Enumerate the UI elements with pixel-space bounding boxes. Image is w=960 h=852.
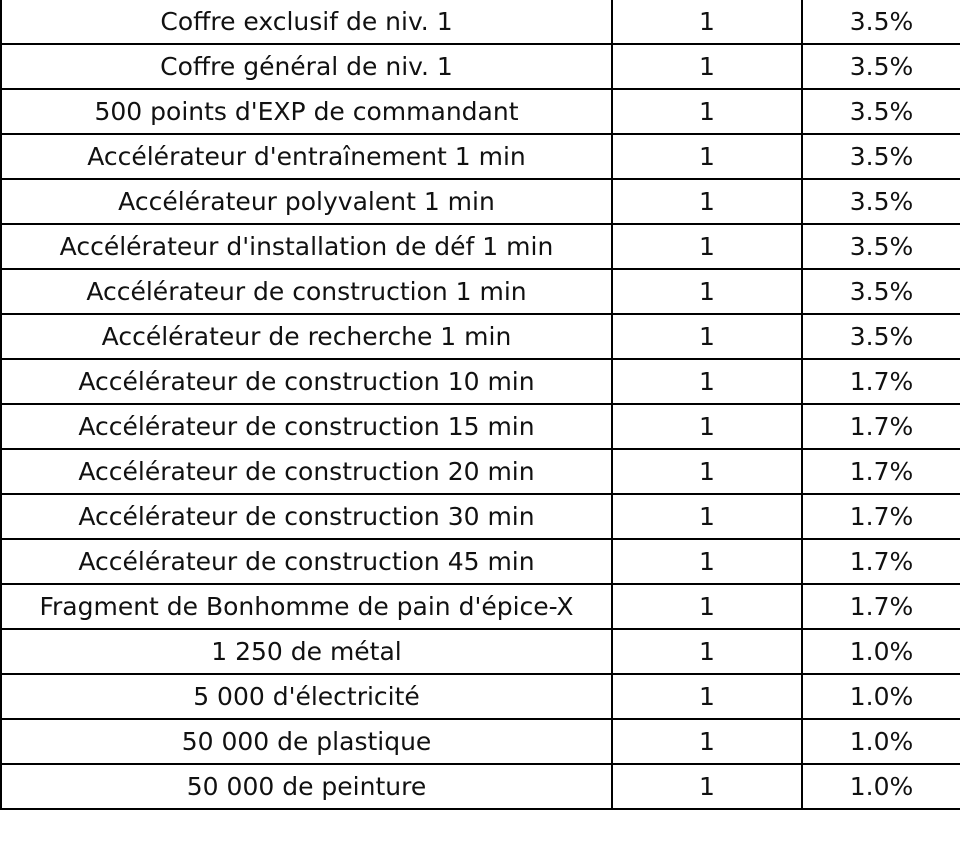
table-row xyxy=(1,0,960,44)
table-row xyxy=(1,719,960,764)
reward-probability-cell: 1.0% xyxy=(802,674,960,719)
reward-quantity-cell: 1 xyxy=(612,269,802,314)
reward-name-cell: 5 000 d'électricité xyxy=(1,674,612,719)
reward-probability-cell: 3.5% xyxy=(802,179,960,224)
reward-name-cell: 50 000 de plastique xyxy=(1,719,612,764)
table-row xyxy=(1,89,960,134)
reward-probability-cell: 3.5% xyxy=(802,89,960,134)
reward-probability-cell: 3.5% xyxy=(802,44,960,89)
table-row xyxy=(1,449,960,494)
reward-name-cell: Fragment de Bonhomme de pain d'épice-X xyxy=(1,584,612,629)
reward-probability-cell: 1.7% xyxy=(802,359,960,404)
reward-table-body xyxy=(1,0,960,809)
reward-name-cell: 500 points d'EXP de commandant xyxy=(1,89,612,134)
reward-probability-cell: 1.0% xyxy=(802,719,960,764)
reward-probability-cell: 1.0% xyxy=(802,629,960,674)
reward-probability-cell: 3.5% xyxy=(802,269,960,314)
reward-probability-cell: 1.0% xyxy=(802,764,960,809)
reward-quantity-cell: 1 xyxy=(612,584,802,629)
reward-quantity-cell: 1 xyxy=(612,494,802,539)
reward-probability-cell: 3.5% xyxy=(802,314,960,359)
reward-quantity-cell: 1 xyxy=(612,359,802,404)
table-row xyxy=(1,674,960,719)
reward-quantity-cell: 1 xyxy=(612,404,802,449)
reward-quantity-cell: 1 xyxy=(612,134,802,179)
reward-probability-cell: 1.7% xyxy=(802,584,960,629)
reward-quantity-cell: 1 xyxy=(612,764,802,809)
reward-probability-cell: 3.5% xyxy=(802,134,960,179)
table-row xyxy=(1,764,960,809)
table-row xyxy=(1,539,960,584)
reward-quantity-cell: 1 xyxy=(612,179,802,224)
reward-quantity-cell: 1 xyxy=(612,629,802,674)
reward-name-cell: 1 250 de métal xyxy=(1,629,612,674)
reward-name-cell: Accélérateur de recherche 1 min xyxy=(1,314,612,359)
reward-name-cell: Accélérateur de construction 20 min xyxy=(1,449,612,494)
table-row xyxy=(1,224,960,269)
reward-quantity-cell: 1 xyxy=(612,44,802,89)
reward-probability-cell: 1.7% xyxy=(802,404,960,449)
reward-name-cell: Coffre exclusif de niv. 1 xyxy=(1,0,612,44)
reward-probability-cell: 1.7% xyxy=(802,449,960,494)
reward-name-cell: Accélérateur d'entraînement 1 min xyxy=(1,134,612,179)
reward-quantity-cell: 1 xyxy=(612,89,802,134)
table-row xyxy=(1,269,960,314)
table-row xyxy=(1,404,960,449)
table-row xyxy=(1,314,960,359)
reward-name-cell: Accélérateur de construction 15 min xyxy=(1,404,612,449)
table-row xyxy=(1,359,960,404)
reward-name-cell: Accélérateur de construction 45 min xyxy=(1,539,612,584)
reward-quantity-cell: 1 xyxy=(612,539,802,584)
table-row xyxy=(1,584,960,629)
reward-name-cell: Accélérateur de construction 1 min xyxy=(1,269,612,314)
reward-name-cell: Accélérateur d'installation de déf 1 min xyxy=(1,224,612,269)
reward-probability-cell: 1.7% xyxy=(802,494,960,539)
reward-quantity-cell: 1 xyxy=(612,674,802,719)
reward-name-cell: Accélérateur de construction 30 min xyxy=(1,494,612,539)
table-row xyxy=(1,179,960,224)
reward-probability-cell: 1.7% xyxy=(802,539,960,584)
table-row xyxy=(1,44,960,89)
reward-quantity-cell: 1 xyxy=(612,0,802,44)
reward-name-cell: 50 000 de peinture xyxy=(1,764,612,809)
reward-name-cell: Accélérateur polyvalent 1 min xyxy=(1,179,612,224)
reward-probability-cell: 3.5% xyxy=(802,224,960,269)
reward-quantity-cell: 1 xyxy=(612,314,802,359)
reward-quantity-cell: 1 xyxy=(612,224,802,269)
table-row xyxy=(1,494,960,539)
table-row xyxy=(1,134,960,179)
reward-quantity-cell: 1 xyxy=(612,719,802,764)
reward-probability-cell: 3.5% xyxy=(802,0,960,44)
reward-name-cell: Accélérateur de construction 10 min xyxy=(1,359,612,404)
table-row xyxy=(1,629,960,674)
reward-name-cell: Coffre général de niv. 1 xyxy=(1,44,612,89)
reward-quantity-cell: 1 xyxy=(612,449,802,494)
